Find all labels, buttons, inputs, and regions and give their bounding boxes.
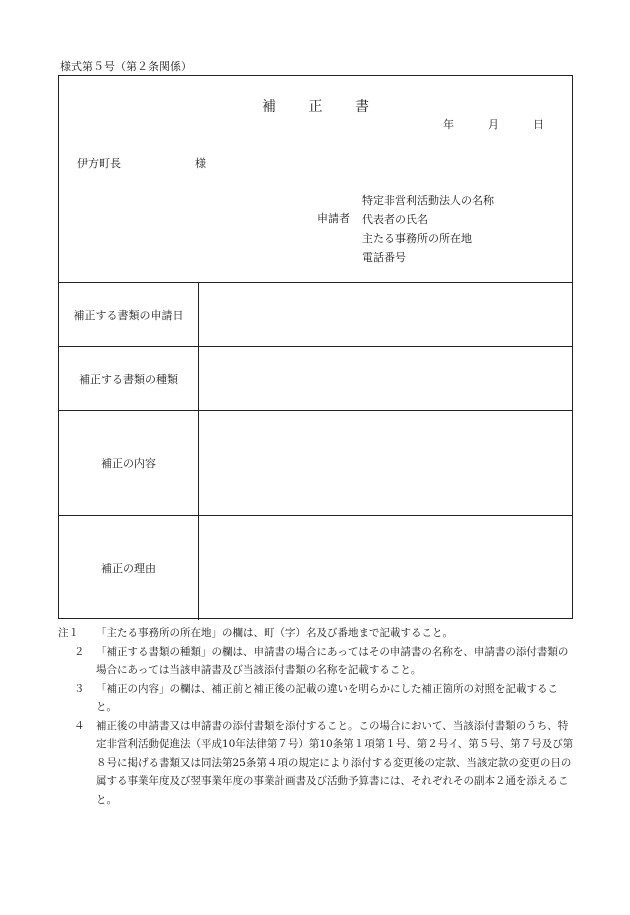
row-label: 補正する書類の種類 — [59, 347, 199, 410]
row-correction-content — [59, 411, 572, 516]
applicant-line: 代表者の氏名 — [362, 213, 428, 226]
date-year: 年 — [443, 118, 454, 131]
note-item — [58, 643, 578, 680]
form-frame — [58, 75, 573, 619]
row-correction-reason — [59, 516, 572, 620]
note-text: 「補正の内容」の欄は、補正前と補正後の記載の違いを明らかにした補正箇所の対照を記載すること。 — [96, 682, 558, 713]
row-label: 補正する書類の申請日 — [59, 283, 199, 346]
applicant-line: 主たる事務所の所在地 — [362, 232, 472, 245]
note-number: ２ — [74, 645, 85, 658]
row-document-type — [59, 347, 572, 411]
row-value-field[interactable] — [199, 283, 572, 346]
applicant-fields — [362, 191, 494, 267]
row-value-field[interactable] — [199, 411, 572, 515]
applicant-line: 電話番号 — [362, 251, 406, 264]
addressee-name: 伊方町長 — [77, 157, 121, 170]
note-number: ４ — [74, 719, 85, 732]
row-label: 補正の理由 — [59, 516, 199, 620]
notes-prefix: 注１ — [58, 627, 79, 639]
note-item — [58, 680, 578, 717]
form-header — [59, 76, 572, 283]
note-item — [58, 624, 578, 643]
addressee — [77, 155, 206, 171]
row-value-field[interactable] — [199, 516, 572, 620]
date-line — [443, 116, 544, 132]
note-number: ３ — [74, 682, 85, 695]
applicant-line: 特定非営利活動法人の名称 — [362, 194, 494, 207]
document-title: 補 正 書 — [262, 99, 383, 115]
row-value-field[interactable] — [199, 347, 572, 410]
applicant-label: 申請者 — [317, 212, 350, 225]
note-text: 「補正する書類の種類」の欄は、申請書の場合にあってはその申請書の名称を、申請書の添付書類の場合にあっては当該申請書及び当該添付書類の名称を記載すること。 — [96, 645, 569, 676]
date-day: 日 — [533, 118, 544, 131]
date-month: 月 — [488, 118, 499, 131]
row-application-date — [59, 283, 572, 347]
addressee-honorific: 様 — [195, 157, 206, 170]
note-item — [58, 717, 578, 810]
row-label: 補正の内容 — [59, 411, 199, 515]
note-text: 補正後の申請書又は申請書の添付書類を添付すること。この場合において、当該添付書類のうち、特定非営利活動促進法（平成10年法律第７号）第10条第１項第１号、第２号イ、第５号、第７号及び第８号に掲げる書類又は同法第25条第４項の規定により添付する変更後の定款、当該定款の変更の日の属する事業年度及び翌事業年度の事業計画書及び活動予算書には、それぞれその副本２通を添えること。 — [96, 719, 574, 806]
form-code: 様式第５号（第２条関係） — [60, 60, 192, 73]
notes — [58, 624, 578, 809]
note-text: 「主たる事務所の所在地」の欄は、町（字）名及び番地まで記載すること。 — [96, 627, 453, 639]
